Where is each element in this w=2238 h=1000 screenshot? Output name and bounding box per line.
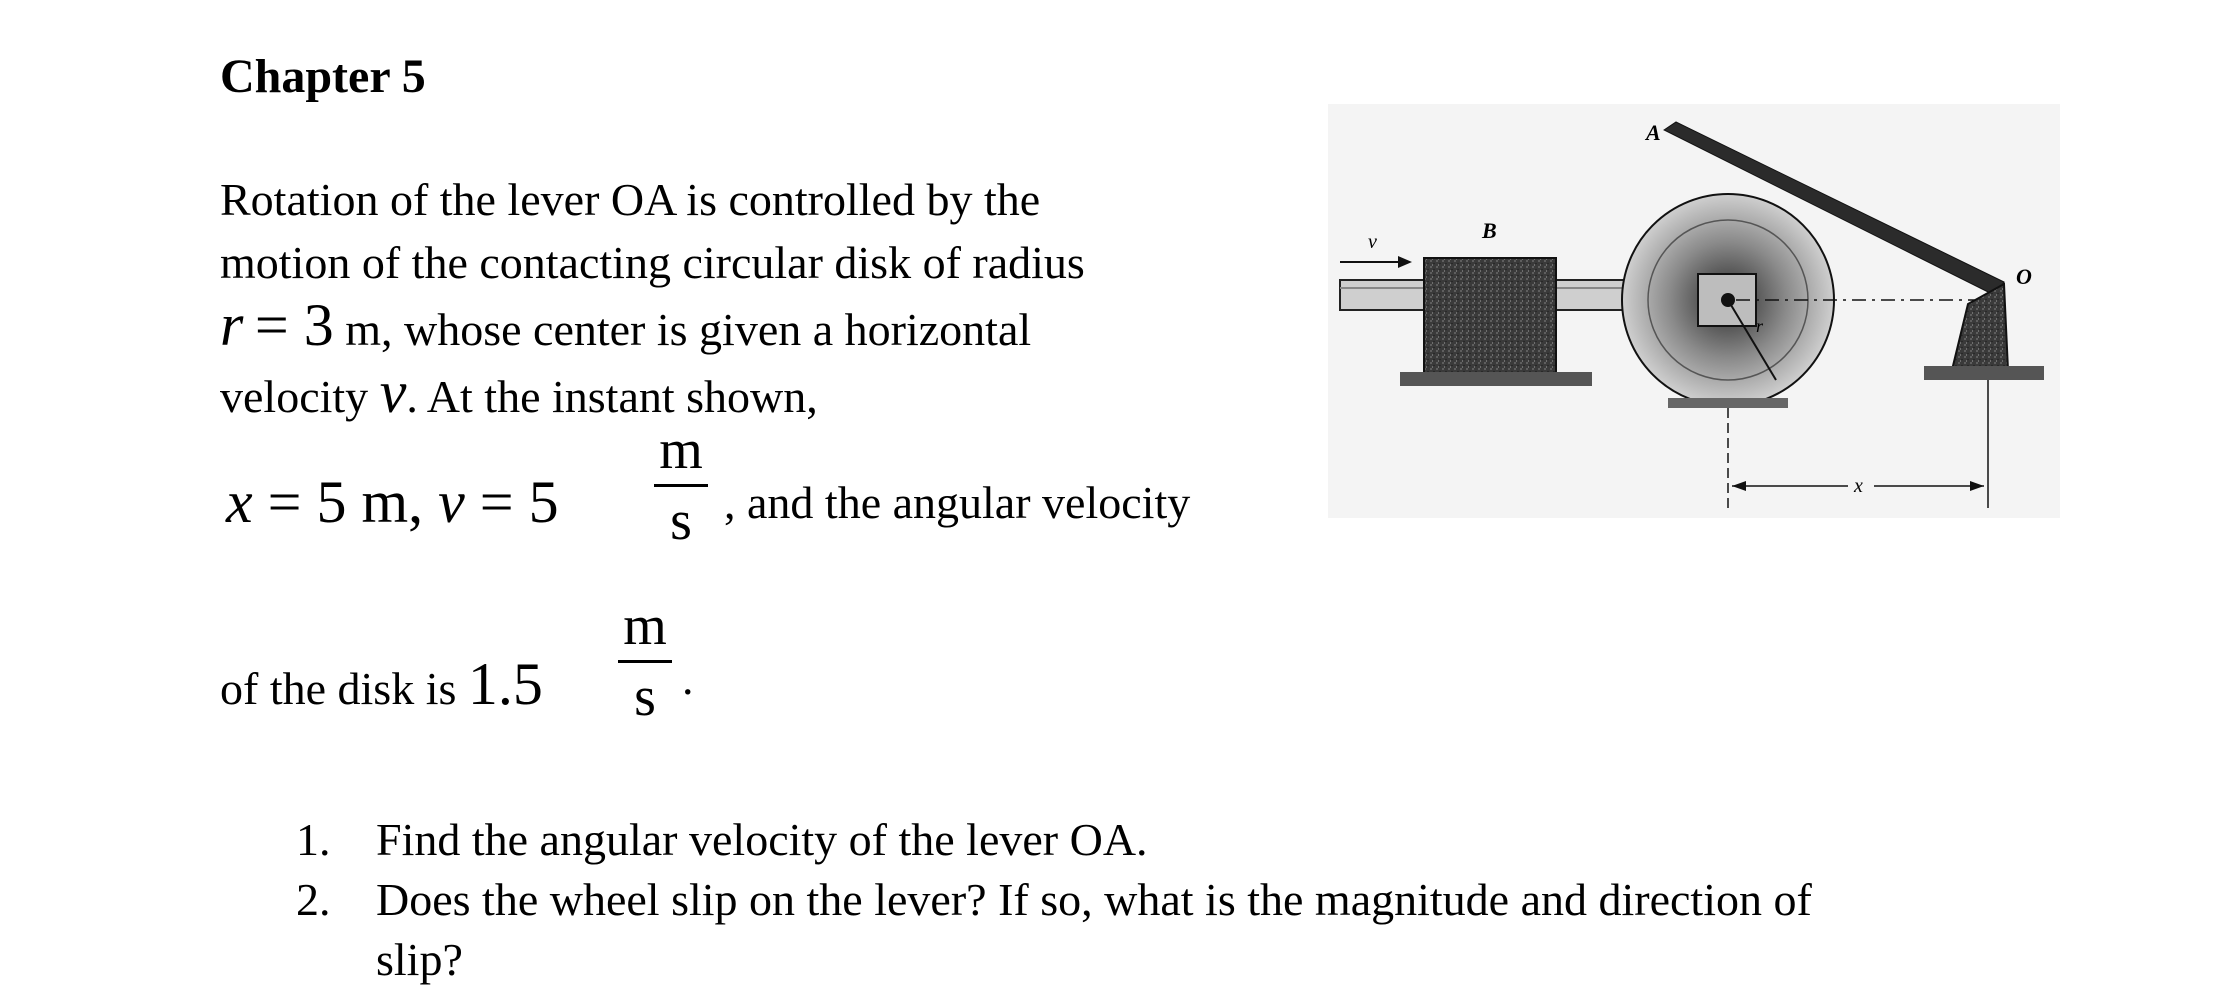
- disk-unit-fraction: [610, 596, 680, 727]
- question-list: [296, 810, 2016, 990]
- v-value: = 5: [479, 469, 559, 535]
- question-text: Does the wheel slip on the lever? If so, what is the magnitude and direction of: [376, 874, 1812, 925]
- given-equation: [226, 468, 559, 537]
- problem-line-3-rest: whose center is given a horizontal: [403, 304, 1032, 355]
- chapter-title: Chapter 5: [220, 50, 426, 103]
- problem-line-4-end: . At the instant shown,: [406, 371, 818, 422]
- x-symbol: x: [226, 469, 253, 535]
- problem-line-2: motion of the contacting circular disk of radius: [220, 237, 1085, 288]
- fraction-bar: [618, 660, 672, 663]
- disk-unit-denominator: s: [634, 666, 656, 728]
- problem-line-4: [220, 361, 1270, 428]
- ground-o: [1924, 366, 2044, 380]
- fraction-bar: [654, 484, 708, 487]
- velocity-unit-fraction: [646, 420, 716, 551]
- disk-text-lead: of the disk is: [220, 663, 457, 714]
- disk-end-period: .: [682, 653, 694, 704]
- velocity-unit-denominator: s: [670, 490, 692, 552]
- slider-block-b: [1424, 258, 1556, 376]
- problem-line-1: Rotation of the lever OA is controlled by the: [220, 174, 1041, 225]
- label-x: x: [1854, 475, 1863, 497]
- disk-unit-numerator: m: [623, 595, 667, 657]
- ground-disk: [1668, 398, 1788, 408]
- problem-statement: [220, 168, 1270, 428]
- label-r: r: [1756, 316, 1764, 336]
- x-value: = 5 m,: [267, 469, 424, 535]
- lever-disk-figure: [1328, 104, 2060, 518]
- question-number: 2.: [296, 874, 331, 925]
- given-tail: , and the angular velocity: [724, 477, 1191, 528]
- question-text: slip?: [376, 934, 463, 985]
- question-number: 1.: [296, 814, 331, 865]
- radius-unit: m,: [345, 304, 393, 355]
- disk-text: [220, 650, 543, 719]
- label-o: O: [2016, 264, 2032, 289]
- velocity-symbol: v: [379, 359, 407, 425]
- radius-symbol: r: [220, 292, 244, 358]
- list-item: [296, 930, 2016, 990]
- list-item: [296, 870, 2016, 930]
- ground-b: [1400, 372, 1592, 386]
- label-v: v: [1368, 231, 1377, 253]
- given-values: [226, 420, 1326, 590]
- disk-value: 1.5: [467, 651, 543, 717]
- velocity-unit-numerator: m: [659, 419, 703, 481]
- radius-value: = 3: [254, 292, 334, 358]
- question-text: Find the angular velocity of the lever OA.: [376, 814, 1148, 865]
- velocity-word: velocity: [220, 371, 369, 422]
- label-b: B: [1482, 218, 1497, 243]
- label-a: A: [1646, 120, 1661, 145]
- disk-angular-velocity: [220, 596, 1120, 766]
- problem-line-3: [220, 294, 1270, 361]
- list-item: [296, 810, 2016, 870]
- v-symbol: v: [438, 469, 465, 535]
